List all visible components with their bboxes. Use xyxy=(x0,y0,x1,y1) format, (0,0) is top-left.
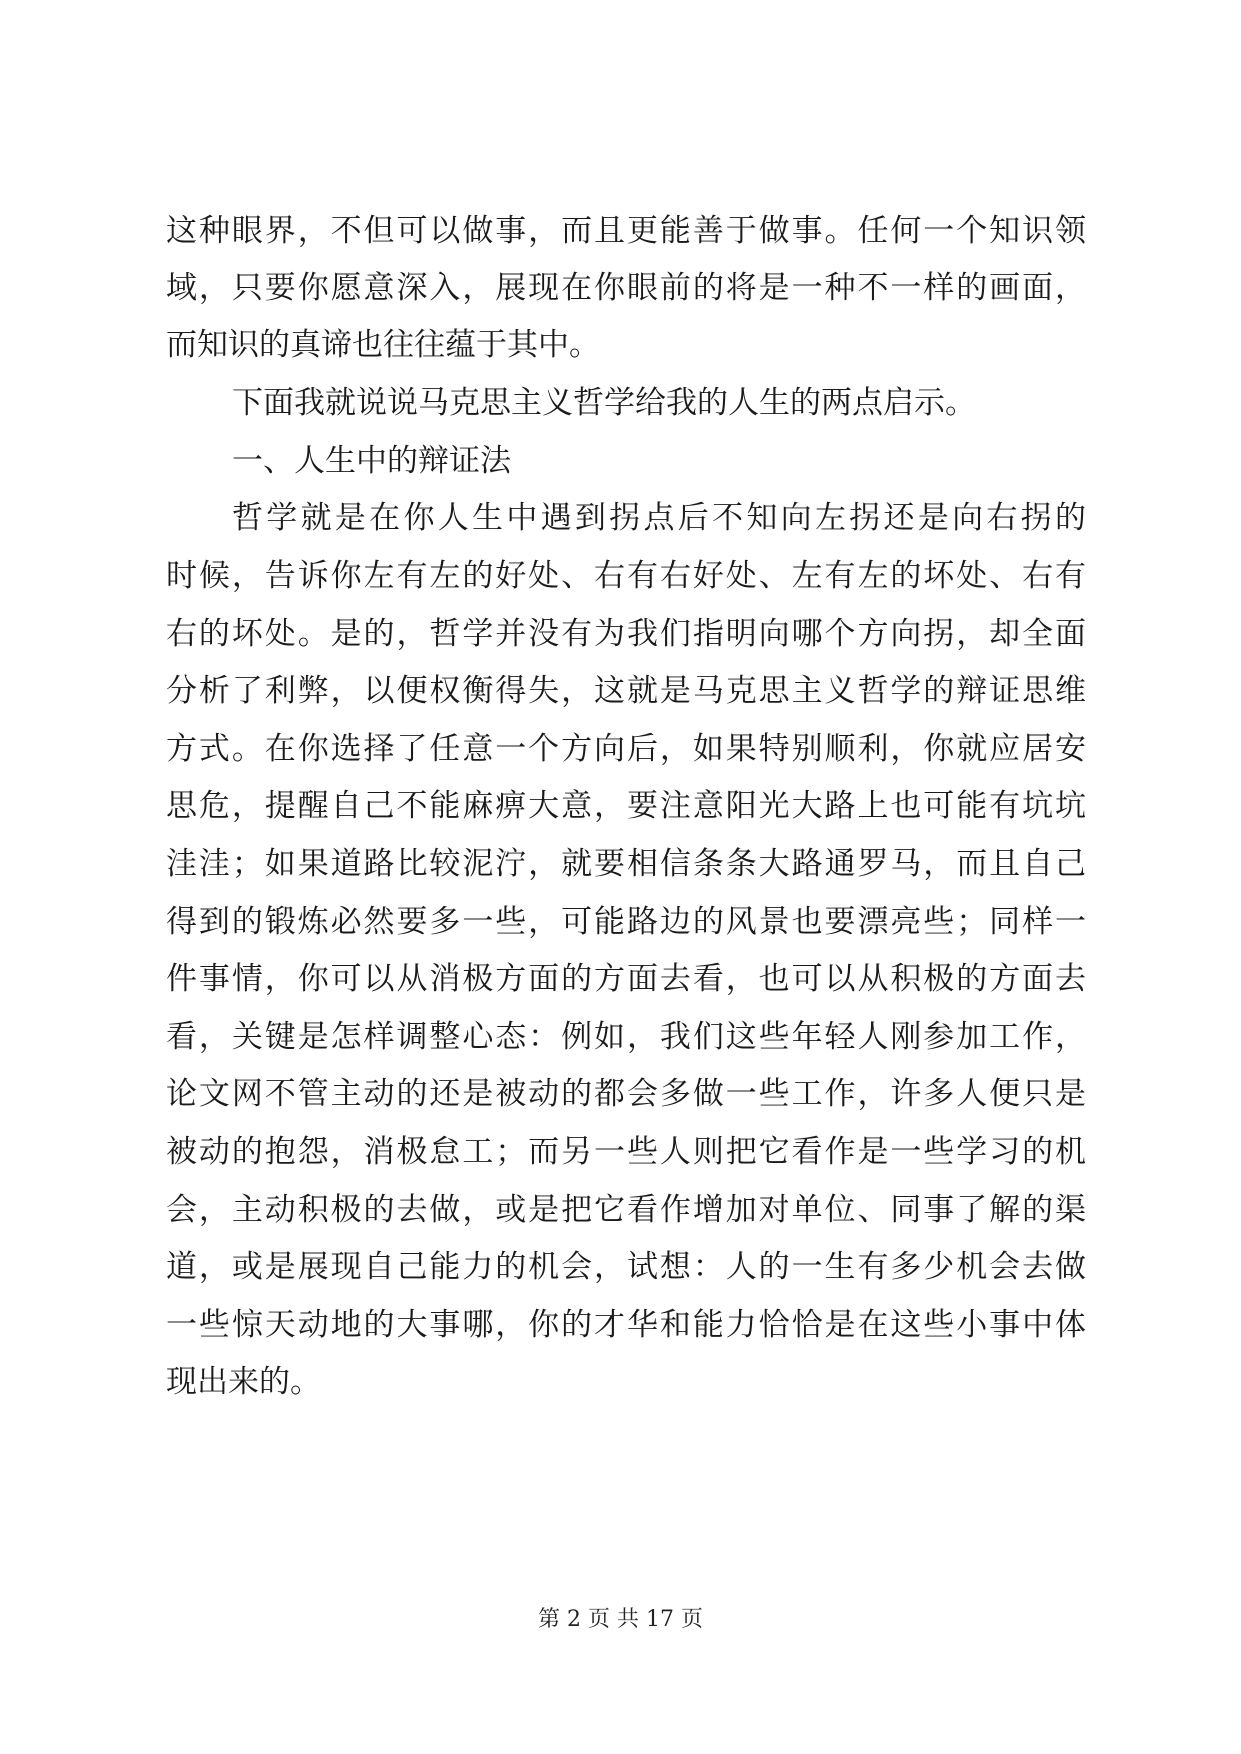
paragraph-1-line-1: 这种眼界，不但可以做事，而且更能善于做事。任何一个知识领 xyxy=(166,213,1086,249)
paragraph-3-line-16: 现出来的。 xyxy=(166,1364,321,1400)
paragraph-3-line-2: 时候，告诉你左有左的好处、右有右好处、左有左的坏处、右有 xyxy=(166,558,1086,594)
paragraph-3-line-10: 看，关键是怎样调整心态：例如，我们这些年轻人刚参加工作， xyxy=(166,1019,1086,1055)
paragraph-3-line-8: 得到的锻炼必然要多一些，可能路边的风景也要漂亮些；同样一 xyxy=(166,904,1086,940)
paragraph-3-line-3: 右的坏处。是的，哲学并没有为我们指明向哪个方向拐，却全面 xyxy=(166,616,1086,652)
paragraph-3-line-9: 件事情，你可以从消极方面的方面去看，也可以从积极的方面去 xyxy=(166,961,1086,997)
paragraph-3-line-15: 一些惊天动地的大事哪，你的才华和能力恰恰是在这些小事中体 xyxy=(166,1307,1086,1343)
paragraph-3-line-14: 道，或是展现自己能力的机会，试想：人的一生有多少机会去做 xyxy=(166,1249,1086,1285)
paragraph-3-line-11: 论文网不管主动的还是被动的都会多做一些工作，许多人便只是 xyxy=(166,1076,1086,1112)
paragraph-3-line-6: 思危，提醒自己不能麻痹大意，要注意阳光大路上也可能有坑坑 xyxy=(166,788,1086,824)
paragraph-3-line-1: 哲学就是在你人生中遇到拐点后不知向左拐还是向右拐的 xyxy=(232,500,1086,536)
paragraph-3-line-13: 会，主动积极的去做，或是把它看作增加对单位、同事了解的渠 xyxy=(166,1192,1086,1228)
paragraph-1-line-2: 域，只要你愿意深入，展现在你眼前的将是一种不一样的画面， xyxy=(166,270,1086,306)
paragraph-3-line-4: 分析了利弊，以便权衡得失，这就是马克思主义哲学的辩证思维 xyxy=(166,673,1086,709)
page-number-footer: 第 2 页 共 17 页 xyxy=(538,1607,703,1632)
paragraph-1-line-3: 而知识的真谛也往往蕴于其中。 xyxy=(166,327,600,363)
paragraph-2: 下面我就说说马克思主义哲学给我的人生的两点启示。 xyxy=(232,385,976,421)
paragraph-3-line-12: 被动的抱怨，消极怠工；而另一些人则把它看作是一些学习的机 xyxy=(166,1134,1086,1170)
paragraph-3-line-5: 方式。在你选择了任意一个方向后，如果特别顺利，你就应居安 xyxy=(166,731,1086,767)
section-heading-1: 一、人生中的辩证法 xyxy=(232,443,511,479)
paragraph-3-line-7: 洼洼；如果道路比较泥泞，就要相信条条大路通罗马，而且自己 xyxy=(166,846,1086,882)
